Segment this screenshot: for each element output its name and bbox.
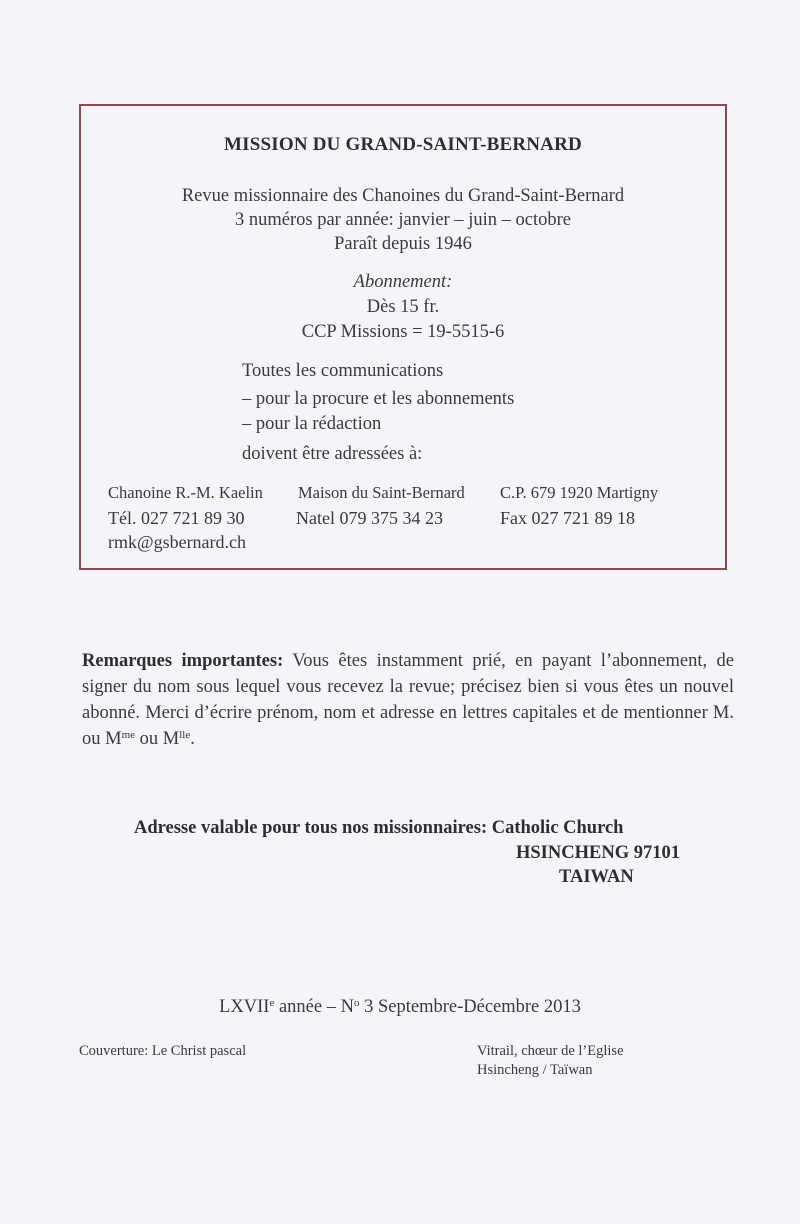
subtitle: Revue missionnaire des Chanoines du Grand-Saint-Bernard [181, 186, 625, 206]
address-line-3: TAIWAN [559, 867, 634, 887]
contact-fax: Fax 027 721 89 18 [500, 508, 635, 528]
sup-lle: lle [179, 729, 191, 741]
issue-end: 3 Septembre-Décembre 2013 [359, 997, 581, 1017]
comm-outro: doivent être adressées à: [242, 444, 423, 464]
comm-item-procure: – pour la procure et les abonnements [242, 389, 515, 409]
comm-item-redaction: – pour la rédaction [242, 414, 382, 434]
contact-house: Maison du Saint-Bernard [298, 483, 465, 502]
subscription-label: Abonnement: [353, 272, 453, 292]
price: Dès 15 fr. [366, 297, 440, 317]
sup-o: o [353, 997, 360, 1009]
issue-mid: année – N [274, 997, 354, 1017]
sup-me: me [121, 729, 136, 741]
remarks-mid: ou M [135, 729, 180, 749]
sup-e: e [269, 997, 275, 1009]
box-title: MISSION DU GRAND-SAINT-BERNARD [224, 134, 582, 155]
issue-line [0, 997, 800, 1018]
remarks-paragraph [82, 648, 734, 752]
since: Paraît depuis 1946 [334, 234, 472, 254]
comm-intro: Toutes les communications [242, 361, 444, 381]
address-line-1: Adresse valable pour tous nos missionnaires: Catholic Church [134, 818, 624, 838]
contact-name: Chanoine R.-M. Kaelin [108, 483, 263, 502]
contact-email[interactable]: rmk@gsbernard.ch [108, 532, 247, 552]
remarks-text: Vous êtes instamment prié, en payant l’abonnement, de signer du nom sous lequel vous recevez la revue; précisez bien si vous êtes un nouvel abonné. Merci d’écrire prénom, nom et adresse en lettres capitales et de mentionner M. ou M [82, 651, 734, 749]
issue-roman: LXVII [219, 997, 270, 1017]
contact-postbox: C.P. 679 1920 Martigny [500, 483, 659, 502]
contact-tel: Tél. 027 721 89 30 [108, 508, 245, 528]
info-box [79, 104, 727, 570]
remarks-label: Remarques importantes: [82, 651, 284, 671]
contact-natel: Natel 079 375 34 23 [296, 508, 443, 528]
caption-window: Vitrail, chœur de l’Eglise [477, 1043, 624, 1059]
caption-location: Hsincheng / Taïwan [477, 1062, 593, 1078]
address-line-2: HSINCHENG 97101 [516, 843, 680, 863]
frequency: 3 numéros par année: janvier – juin – octobre [235, 210, 571, 230]
remarks-end: . [190, 729, 195, 749]
ccp: CCP Missions = 19-5515-6 [301, 322, 505, 342]
caption-cover: Couverture: Le Christ pascal [79, 1043, 247, 1059]
